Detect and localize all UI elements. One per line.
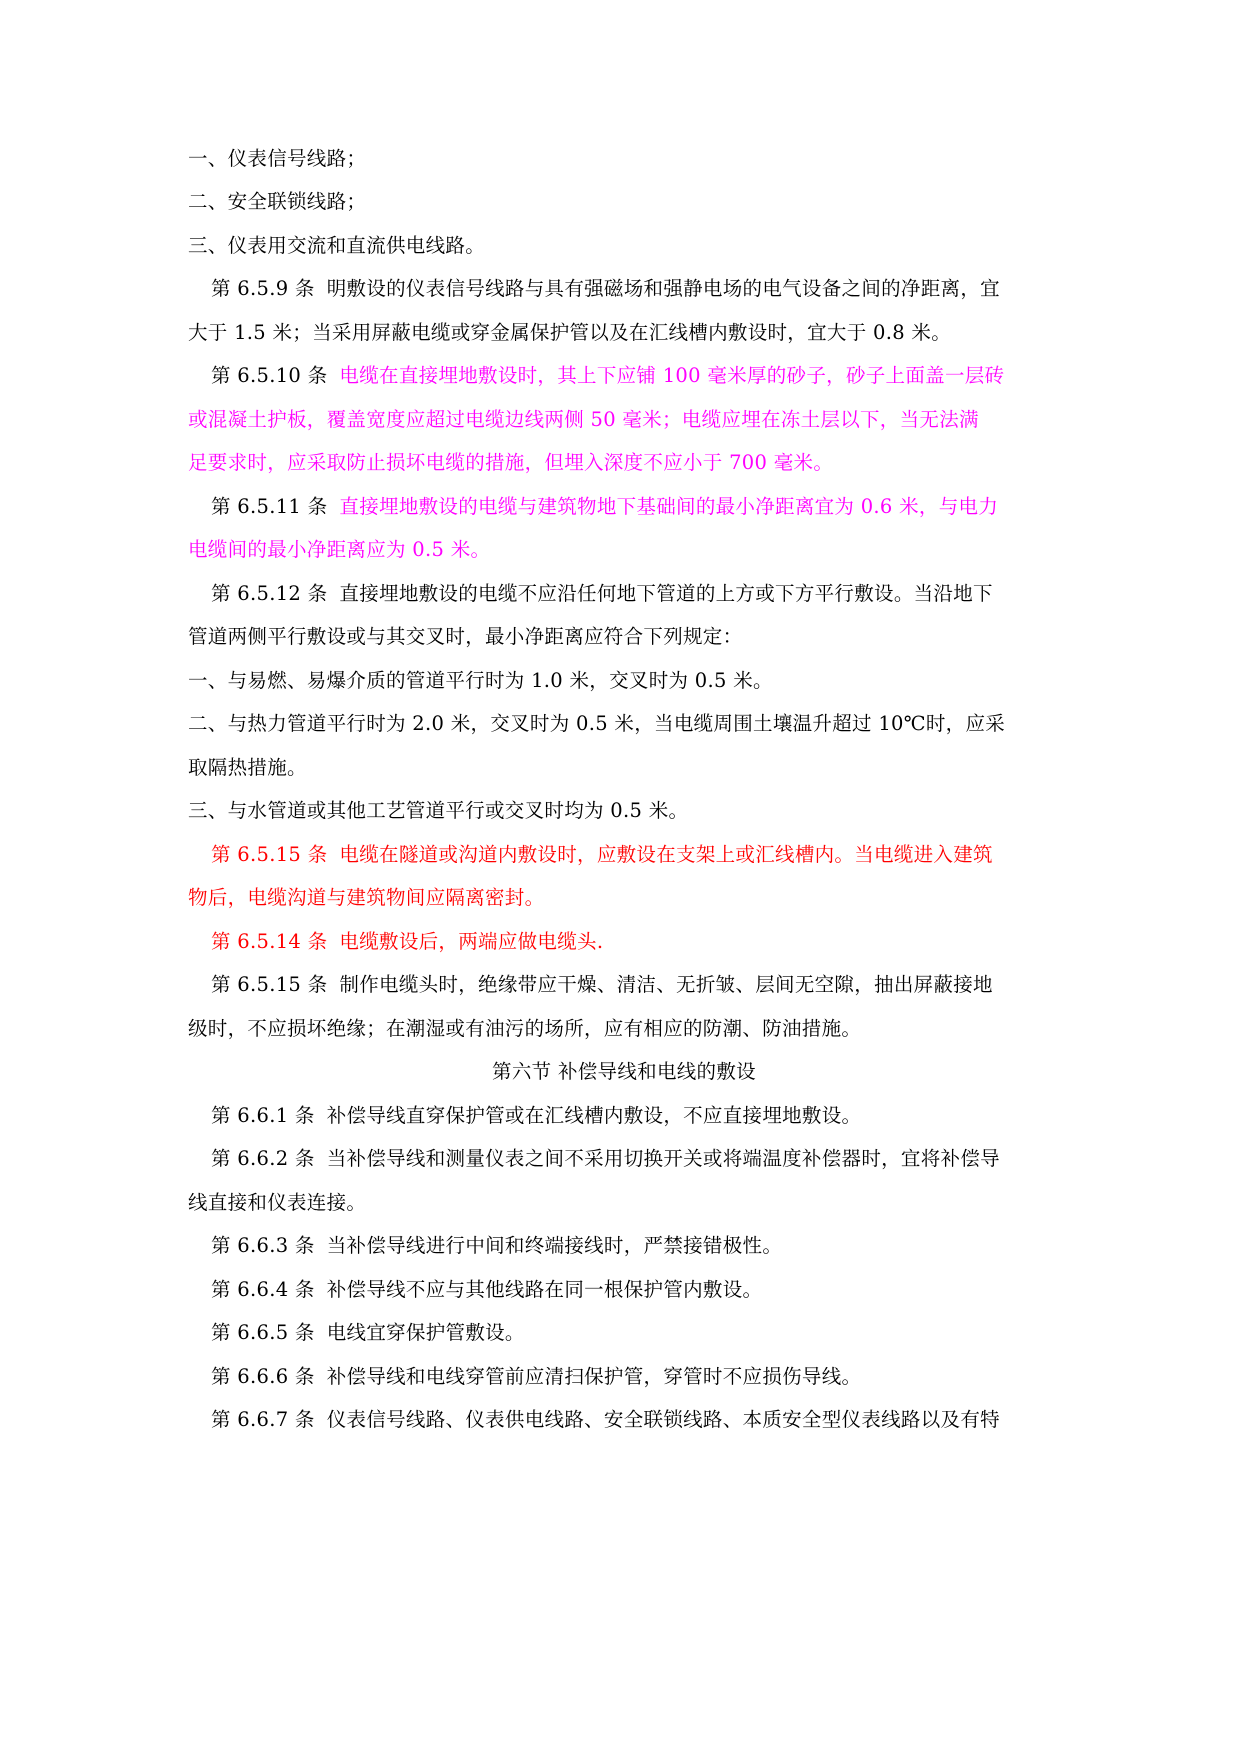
- clause-label: 第 6.6.2 条: [211, 1147, 315, 1170]
- clause-text: 当补偿导线和测量仪表之间不采用切换开关或将端温度补偿器时，宜将补偿导: [326, 1147, 1000, 1170]
- paragraph-line: 管道两侧平行敷设或与其交叉时，最小净距离应符合下列规定：: [188, 625, 743, 648]
- highlighted-line: 物后，电缆沟道与建筑物间应隔离密封。: [188, 886, 545, 909]
- clause-label: 第 6.5.15 条: [211, 843, 328, 866]
- clause-label: 第 6.6.6 条: [211, 1365, 315, 1388]
- clause-6-6-6: [211, 1363, 1060, 1391]
- highlighted-line: 足要求时，应采取防止损坏电缆的措施，但埋入深度不应小于 700 毫米。: [188, 451, 834, 474]
- list-item: 一、与易燃、易爆介质的管道平行时为 1.0 米，交叉时为 0.5 米。: [188, 669, 773, 692]
- highlighted-text: 电缆敷设后，两端应做电缆头.: [339, 930, 604, 953]
- paragraph-line: 线直接和仪表连接。: [188, 1191, 367, 1214]
- highlighted-text: 电缆在直接埋地敷设时，其上下应铺 100 毫米厚的砂子，砂子上面盖一层砖: [339, 364, 1005, 387]
- clause-label: 第 6.6.4 条: [211, 1278, 315, 1301]
- highlighted-line: 电缆间的最小净距离应为 0.5 米。: [188, 538, 491, 561]
- highlighted-text: 电缆在隧道或沟道内敷设时，应敷设在支架上或汇线槽内。当电缆进入建筑: [339, 843, 993, 866]
- clause-text: 直接埋地敷设的电缆不应沿任何地下管道的上方或下方平行敷设。当沿地下: [339, 582, 993, 605]
- clause-label: 第 6.5.10 条: [211, 364, 328, 387]
- clause-6-6-5: [211, 1319, 1060, 1347]
- list-item: 一、仪表信号线路；: [188, 147, 367, 170]
- paragraph-line: 大于 1.5 米；当采用屏蔽电缆或穿金属保护管以及在汇线槽内敷设时，宜大于 0.8 米。: [188, 321, 952, 344]
- clause-6-5-11: [211, 493, 1060, 521]
- list-item: 二、与热力管道平行时为 2.0 米，交叉时为 0.5 米，当电缆周围土壤温升超过 10℃时，应采: [188, 712, 1006, 735]
- clause-6-6-2: [211, 1145, 1060, 1173]
- highlighted-line: 或混凝土护板，覆盖宽度应超过电缆边线两侧 50 毫米；电缆应埋在冻土层以下，当无法满: [188, 408, 979, 431]
- clause-text: 补偿导线不应与其他线路在同一根保护管内敷设。: [326, 1278, 763, 1301]
- clause-6-6-3: [211, 1232, 1060, 1260]
- clause-label: 第 6.6.1 条: [211, 1104, 315, 1127]
- clause-6-5-10: [211, 362, 1060, 390]
- clause-label: 第 6.6.5 条: [211, 1321, 315, 1344]
- paragraph-line: 级时，不应损坏绝缘；在潮湿或有油污的场所，应有相应的防潮、防油措施。: [188, 1017, 862, 1040]
- clause-label: 第 6.6.7 条: [211, 1408, 315, 1431]
- list-item: 二、安全联锁线路；: [188, 190, 367, 213]
- clause-label: 第 6.5.15 条: [211, 973, 328, 996]
- highlighted-text: 直接埋地敷设的电缆与建筑物地下基础间的最小净距离宜为 0.6 米，与电力: [339, 495, 999, 518]
- clause-text: 明敷设的仪表信号线路与具有强磁场和强静电场的电气设备之间的净距离，宜: [326, 277, 1000, 300]
- paragraph-line: 取隔热措施。: [188, 756, 307, 779]
- clause-text: 电线宜穿保护管敷设。: [326, 1321, 525, 1344]
- clause-6-5-12: [211, 580, 1060, 608]
- clause-6-6-4: [211, 1276, 1060, 1304]
- clause-6-5-14: [211, 928, 1060, 956]
- clause-label: 第 6.5.14 条: [211, 930, 328, 953]
- clause-label: 第 6.6.3 条: [211, 1234, 315, 1257]
- clause-label: 第 6.5.12 条: [211, 582, 328, 605]
- clause-6-6-7: [211, 1406, 1060, 1434]
- clause-text: 补偿导线和电线穿管前应清扫保护管，穿管时不应损伤导线。: [326, 1365, 862, 1388]
- clause-text: 当补偿导线进行中间和终端接线时，严禁接错极性。: [326, 1234, 783, 1257]
- clause-6-5-15-red: [211, 841, 1060, 869]
- clause-6-5-9: [211, 275, 1060, 303]
- section-heading: 第六节 补偿导线和电线的敷设: [492, 1060, 756, 1083]
- list-item: 三、与水管道或其他工艺管道平行或交叉时均为 0.5 米。: [188, 799, 689, 822]
- clause-text: 制作电缆头时，绝缘带应干燥、清洁、无折皱、层间无空隙，抽出屏蔽接地: [339, 973, 993, 996]
- clause-text: 补偿导线直穿保护管或在汇线槽内敷设，不应直接埋地敷设。: [326, 1104, 862, 1127]
- list-item: 三、仪表用交流和直流供电线路。: [188, 234, 486, 257]
- clause-text: 仪表信号线路、仪表供电线路、安全联锁线路、本质安全型仪表线路以及有特: [326, 1408, 1000, 1431]
- clause-6-5-15: [211, 971, 1060, 999]
- clause-6-6-1: [211, 1102, 1060, 1130]
- clause-label: 第 6.5.9 条: [211, 277, 315, 300]
- clause-label: 第 6.5.11 条: [211, 495, 328, 518]
